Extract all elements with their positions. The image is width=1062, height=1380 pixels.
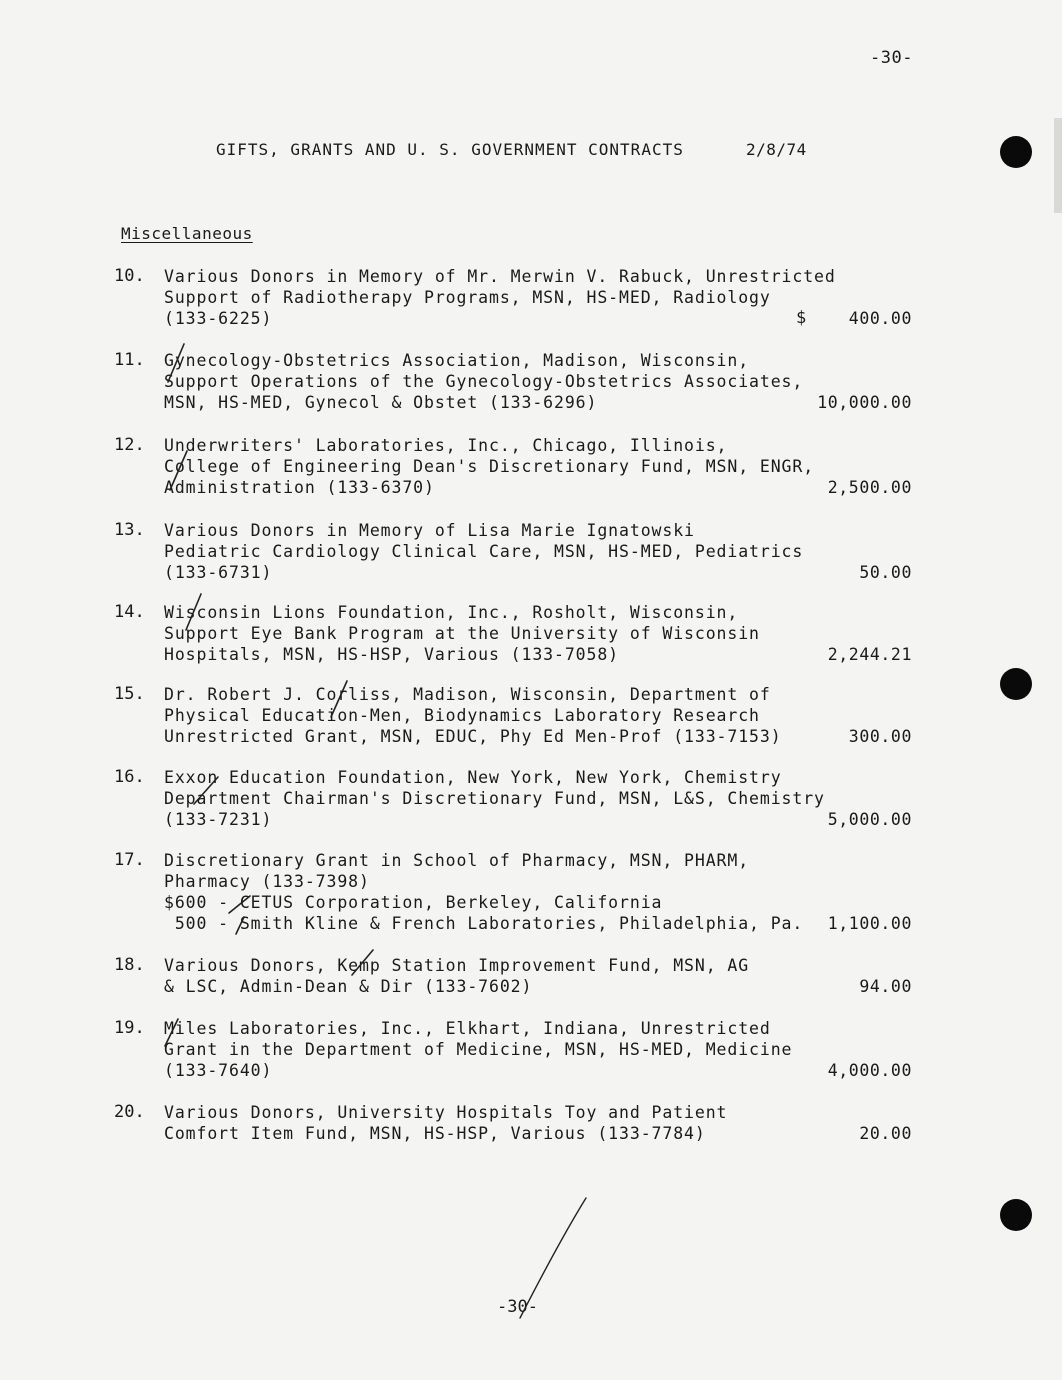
entry-number: 11. [114,350,145,370]
footer-page-number: -30- [497,1297,538,1317]
entry-line: College of Engineering Dean's Discretionary Fund, MSN, ENGR, [164,457,815,476]
check-mark [168,344,184,382]
entry-amount: 2,500.00 [827,478,912,497]
entry-number: 14. [114,602,145,622]
entry-line: Exxon Education Foundation, New York, New York, Chemistry [164,768,782,787]
entry-line: $600 - CETUS Corporation, Berkeley, California [164,893,663,912]
entry-line: Miles Laboratories, Inc., Elkhart, Indiana, Unrestricted [164,1019,771,1038]
entry-line: Support Operations of the Gynecology-Obstetrics Associates, [164,372,804,391]
entry-line: Physical Education-Men, Biodynamics Laboratory Research [164,706,760,725]
entry-amount: 20.00 [859,1124,912,1143]
entry-number: 15. [114,684,145,704]
entry-line: (133-7640) [164,1061,273,1080]
entry-number: 17. [114,850,145,870]
entry-line: Various Donors, Kemp Station Improvement Fund, MSN, AG [164,956,750,975]
entry-line: Various Donors, University Hospitals Toy and Patient [164,1103,728,1122]
section-title: Miscellaneous [121,224,253,243]
entry-line: Support of Radiotherapy Programs, MSN, HS-MED, Radiology [164,288,771,307]
entry-amount: 2,244.21 [827,645,912,664]
entry-number: 19. [114,1018,145,1038]
check-mark [229,896,250,913]
entry-amount: 4,000.00 [827,1061,912,1080]
entry-line: Wisconsin Lions Foundation, Inc., Rosholt, Wisconsin, [164,603,739,622]
entry-number: 18. [114,955,145,975]
page-title: GIFTS, GRANTS AND U. S. GOVERNMENT CONTRACTS [216,140,684,159]
entry-line: Unrestricted Grant, MSN, EDUC, Phy Ed Men-Prof (133-7153) [164,727,782,746]
check-mark [331,681,347,717]
check-mark [165,1019,178,1046]
entry-amount: 1,100.00 [827,914,912,933]
entry-line: Support Eye Bank Program at the University of Wisconsin [164,624,760,643]
entry-amount: 94.00 [859,977,912,996]
header-date: 2/8/74 [746,140,807,159]
entry-line: Hospitals, MSN, HS-HSP, Various (133-7058) [164,645,620,664]
entry-line: Administration (133-6370) [164,478,435,497]
entry-number: 16. [114,767,145,787]
entry-amount: 5,000.00 [827,810,912,829]
check-mark [520,1198,586,1318]
entry-line: (133-6731) [164,563,273,582]
entry-line: (133-7231) [164,810,273,829]
entry-line: & LSC, Admin-Dean & Dir (133-7602) [164,977,533,996]
entry-line: (133-6225) [164,309,273,328]
entry-line: Various Donors in Memory of Mr. Merwin V. Rabuck, Unrestricted [164,267,836,286]
entry-line: Gynecology-Obstetrics Association, Madison, Wisconsin, [164,351,750,370]
entry-amount: 10,000.00 [817,393,912,412]
check-mark [170,451,187,490]
entry-number: 13. [114,520,145,540]
check-mark [352,950,373,975]
entry-amount: 400.00 [848,309,912,328]
entry-line: Dr. Robert J. Corliss, Madison, Wisconsin, Department of [164,685,771,704]
check-mark [194,777,218,804]
entry-line: Grant in the Department of Medicine, MSN, HS-MED, Medicine [164,1040,793,1059]
entry-amount: 300.00 [848,727,912,746]
entry-line: 500 - Smith Kline & French Laboratories, Philadelphia, Pa. [164,914,804,933]
page-number: -30- [870,48,913,68]
check-mark [186,594,201,630]
entry-line: Underwriters' Laboratories, Inc., Chicago, Illinois, [164,436,728,455]
entry-line: Department Chairman's Discretionary Fund, MSN, L&S, Chemistry [164,789,825,808]
entry-number: 20. [114,1102,145,1122]
check-mark [236,917,244,934]
entry-number: 12. [114,435,145,455]
entry-line: Pediatric Cardiology Clinical Care, MSN, HS-MED, Pediatrics [164,542,804,561]
entry-number: 10. [114,266,145,286]
entry-line: Pharmacy (133-7398) [164,872,370,891]
entry-amount: 50.00 [859,563,912,582]
currency-symbol: $ [796,308,807,328]
entry-line: Discretionary Grant in School of Pharmacy, MSN, PHARM, [164,851,750,870]
entry-line: Comfort Item Fund, MSN, HS-HSP, Various (133-7784) [164,1124,706,1143]
entry-line: MSN, HS-MED, Gynecol & Obstet (133-6296) [164,393,598,412]
entry-line: Various Donors in Memory of Lisa Marie Ignatowski [164,521,695,540]
